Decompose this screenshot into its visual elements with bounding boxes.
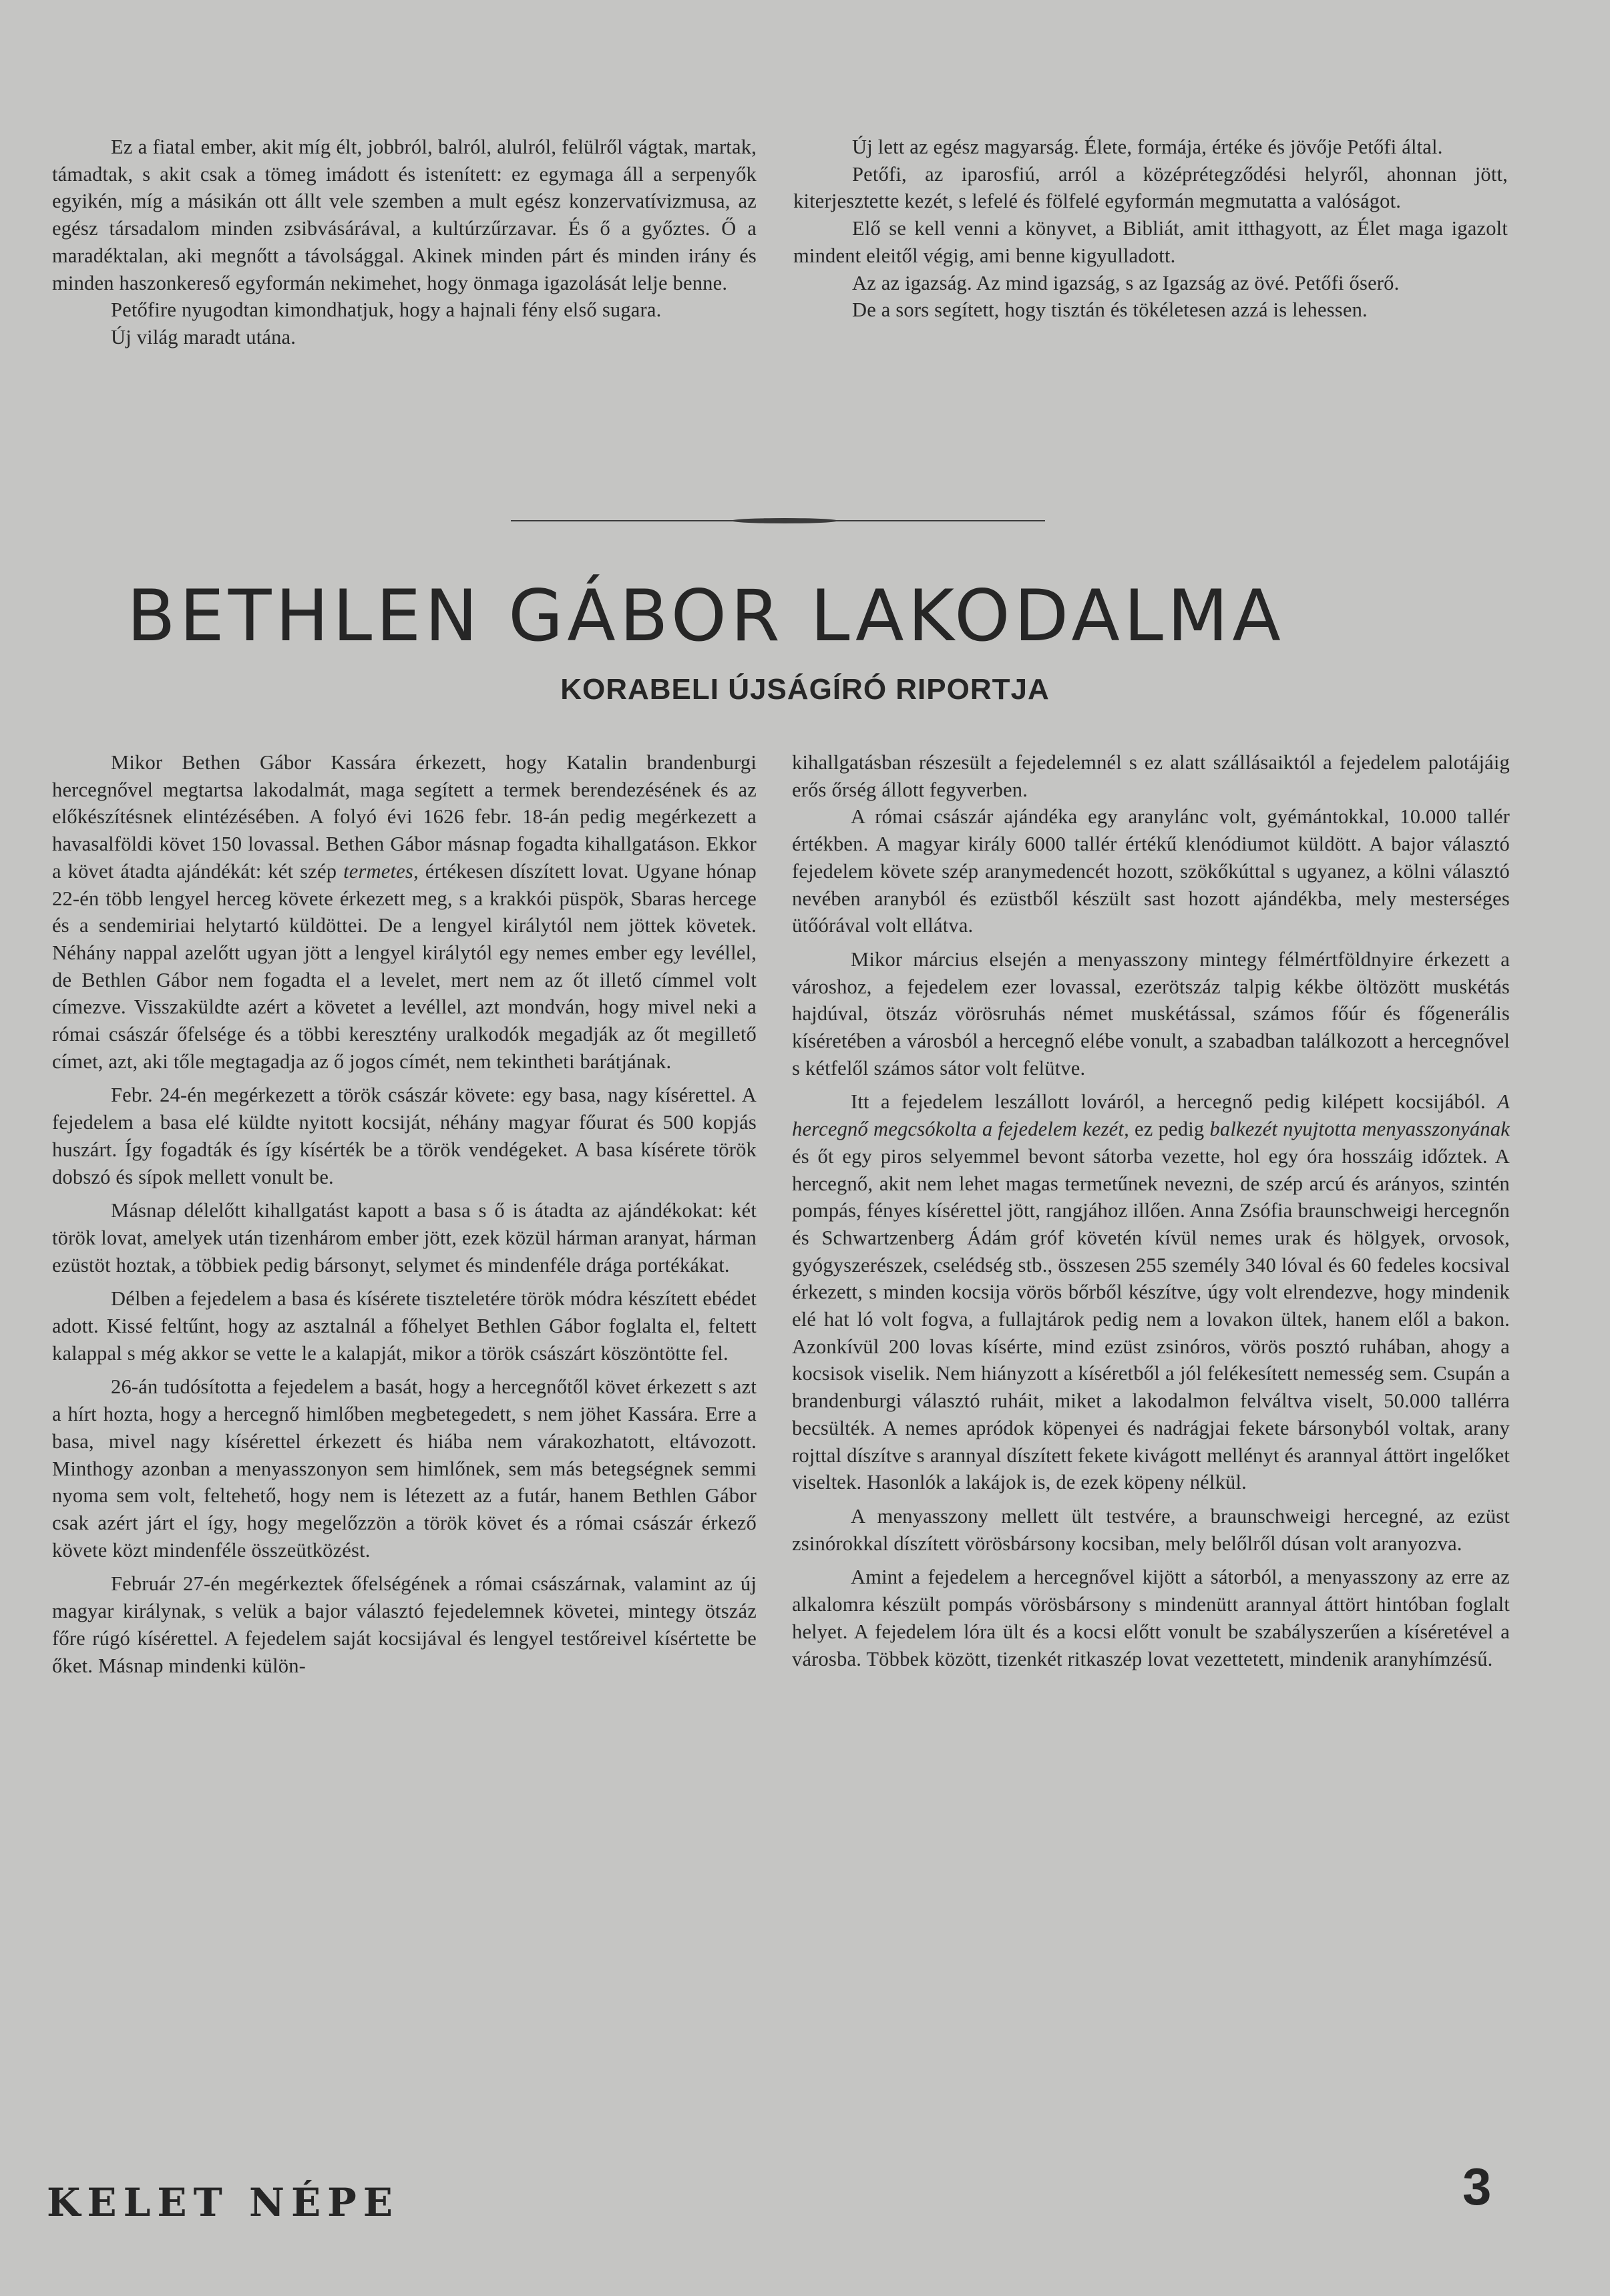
- paragraph: Elő se kell venni a könyvet, a Bibliát, amit itthagyott, az Élet maga igazolt mindent eleitől végig, ami benne kigyulladott.: [793, 217, 1508, 267]
- paragraph: Petőfire nyugodtan kimondhatjuk, hogy a hajnali fény első sugara.: [111, 298, 662, 322]
- paragraph: A római császár ajándéka egy aranylánc volt, gyémántokkal, 10.000 tallér értékben. A magyar király 6000 tallér értékű klenódiumot küldött. A bajor választó fejedelem követe szép aranymedencét hozott, szökőkúttal s ugyanez, a kölni választó nevében aranyból és ezüstből készült sast hozott ajándékba, mely mesterséges ütőórával volt ellátva.: [792, 805, 1510, 937]
- paragraph: Febr. 24-én megérkezett a török császár követe: egy basa, nagy kísérettel. A fejedelem a basa elé küldte nyitott kocsiját, néhány magyar főurat és 500 kopjás huszárt. Így fogadták és így kísérték be a török vendégeket. A basa kísérete török dobszó és sípok mellett vonult be.: [52, 1084, 757, 1188]
- paragraph: Itt a fejedelem leszállott lováról, a hercegnő pedig kilépett kocsijából. A hercegnő megcsókolta a fejedelem kezét, ez pedig balkezét nyujtotta menyasszonyának és őt egy piros selyemmel bevont sátorba vezette, hol egy óra hosszáig időztek. A hercegnő, akit nem lehet magas termetűnek nevezni, de szép arcú és arányos, szintén pompás, fényes kísérettel jött, rangjához illően. Anna Zsófia braunschweigi hercegnőn és Schwartzenberg Ádám gróf követén kívül nemes urak és hölgyek, orvosok, gyógyszerészek, cselédség stb., összesen 255 személy 340 lóval és 60 fedeles kocsival érkezett, s minden kocsija vörös bőrből készítve, úgy volt elrendezve, hogy mindenik elé hat ló volt fogva, a fullajtárok pedig nem a lovakon ültek, hanem elől a bakon. Azonkívül 200 lovas kísérte, mind ezüst zsinóros, vörös posztó ruhában, ahogy a kocsisok viselik. Nem hiányzott a kíséretből a jól felékesített nemesség sem. Csupán a brandenburgi választó ruháit, miket a lakodalmon felváltva viselt, 50.000 tallérra becsülték. A nemes apródok köpenyei és nadrágjai fekete bársonyból voltak, arany rojttal díszítve s arannyal díszített fekete kivágott mellényt és arannyal áttört ingelőket viseltek. Hasonlók a lakájok is, de ezek köpeny nélkül.: [792, 1090, 1510, 1494]
- paragraph: Új világ maradt utána.: [111, 325, 296, 349]
- article-subheadline: KORABELI ÚJSÁGÍRÓ RIPORTJA: [560, 673, 1050, 706]
- paragraph: De a sors segített, hogy tisztán és tökéletesen azzá is lehessen.: [852, 298, 1368, 322]
- paragraph: Másnap délelőtt kihallgatást kapott a basa s ő is átadta az ajándékokat: két török lovat, amelyek után tizenhárom ember jött, ezek közül hárman aranyat, hárman ezüstöt hoztak, a többiek pedig bársonyt, selymet és mindenféle drága portékákat.: [52, 1199, 757, 1277]
- paragraph: Délben a fejedelem a basa és kísérete tiszteletére török módra készített ebédet adott. Kissé feltűnt, hogy az asztalnál a főhelyet Bethlen Gábor foglalta el, feltett kalappal s még akkor se vette le a kalapját, mikor a török császárt köszöntötte fel.: [52, 1287, 757, 1365]
- paragraph: A menyasszony mellett ült testvére, a braunschweigi hercegné, az ezüst zsinórokkal díszített vörösbársony kocsiban, mely belőlről dúsan volt aranyozva.: [792, 1504, 1510, 1555]
- article-left-column: [52, 749, 757, 1679]
- paragraph: kihallgatásban részesült a fejedelemnél s ez alatt szállásaiktól a fejedelem palotájáig erős őrség állott fegyverben.: [792, 751, 1510, 801]
- paragraph: Amint a fejedelem a hercegnővel kijött a sátorból, a menyasszony az erre az alkalomra készült pompás vörösbársony s mindenütt arannyal áttört hintóban foglalt helyet. A fejedelem lóra ült és a kocsi előtt vonult be szabályszerűen a kíséretével a városba. Többek között, tizenkét ritkaszép lovat vezettetett, mindenik aranyhímzésű.: [792, 1566, 1510, 1670]
- page-number: 3: [1462, 2157, 1492, 2216]
- paragraph: Február 27-én megérkeztek őfelségének a római császárnak, valamint az új magyar királynak, s velük a bajor választó fejedelemnek követei, mintegy ötszáz főre rúgó kísérettel. A fejedelem saját kocsijával és lengyel testőreivel kísértette be őket. Másnap mindenki külön-: [52, 1572, 757, 1677]
- paragraph: Mikor Bethen Gábor Kassára érkezett, hogy Katalin brandenburgi hercegnővel megtartsa lakodalmát, maga segített a termek berendezésének és az előkészítésnek elintézésében. A folyó évi 1626 febr. 18-án pedig megérkezett a havasalföldi követ 150 lovassal. Bethen Gábor másnap fogadta kihallgatáson. Ekkor a követ átadta ajándékát: két szép termetes, értékesen díszített lovat. Ugyane hónap 22-én több lengyel herceg követe érkezett meg, s a krakkói püspök, Sbaras hercege és a sendemiriai helytartó küldöttei. De a lengyel királytól nem jöttek követek. Néhány nappal azelőtt ugyan jött a lengyel királytól egy nemes ember egy levéllel, de Bethlen Gábor nem fogadta el a levelet, mert nem az őt illető címmel volt címezve. Visszaküldte azért a követet a levéllel, azt mondván, hogy mivel neki a római császár őfelsége és a többi keresztény uralkodók megadják az őt megillető címet, azt, aki tőle megtagadja az ő jogos címét, nem tekintheti barátjának.: [52, 751, 757, 1073]
- paragraph: Új lett az egész magyarság. Élete, formája, értéke és jövője Petőfi által.: [852, 136, 1443, 158]
- paragraph: Mikor március elsején a menyasszony mintegy félmértföldnyire érkezett a városhoz, a fejedelem ezer lovassal, ezerötszáz talpig kékbe öltözött muskétás hajdúval, ötszáz vörösruhás német muskétással, számos főúr és főgenerális kíséretében a városból a hercegnő elébe vonult, a szabadban találkozott a hercegnővel s kétfelől számos sátor volt felütve.: [792, 947, 1510, 1080]
- paragraph: Petőfi, az iparosfiú, arról a középrétegződési helyről, ahonnan jött, kiterjesztette kezét, s lefelé és fölfelé egyformán megmutatta a valóságot.: [793, 162, 1508, 213]
- article-headline: BETHLEN GÁBOR LAKODALMA: [127, 575, 1285, 657]
- top-article-right-column: [793, 134, 1508, 324]
- section-divider: [511, 519, 1045, 522]
- article-right-column: [792, 749, 1510, 1672]
- top-article-left-column: [52, 134, 757, 351]
- paragraph: Ez a fiatal ember, akit míg élt, jobbról, balról, alulról, felülről vágtak, martak, támadtak, s akit csak a tömeg imádott és istenített: ez egymaga áll a serpenyők egyikén, míg a másikán ott állt vele szemben a mult egész konzervatívizmusa, az egész társadalom minden zsibvásárával, a kultúrzűrzavar. És ő a győztes. Ő a maradéktalan, aki megnőtt a távolsággal. Akinek minden párt és minden irány és minden haszonkereső egyformán nekimehet, hogy önmaga igazolását lelje benne.: [52, 136, 757, 294]
- paragraph: Az az igazság. Az mind igazság, s az Igazság az övé. Petőfi őserő.: [852, 271, 1400, 294]
- paragraph: 26-án tudósította a fejedelem a basát, hogy a hercegnőtől követ érkezett s azt a hírt hozta, hogy a hercegnő himlőben megbetegedett, s nem jöhet Kassára. Erre a basa, mivel nagy kísérettel érkezett és hiába nem várakozhatott, eltávozott. Minthogy azonban a menyasszonyon sem himlőnek, sem más betegségnek semmi nyoma sem volt, feltehető, hogy nem is létezett az a futár, hanem Bethlen Gábor csak azért járt el így, hogy megelőzzön a török követ és a római császár érkező követe közt mindenféle összeütközést.: [52, 1375, 757, 1562]
- publication-name: KELET NÉPE: [47, 2180, 400, 2225]
